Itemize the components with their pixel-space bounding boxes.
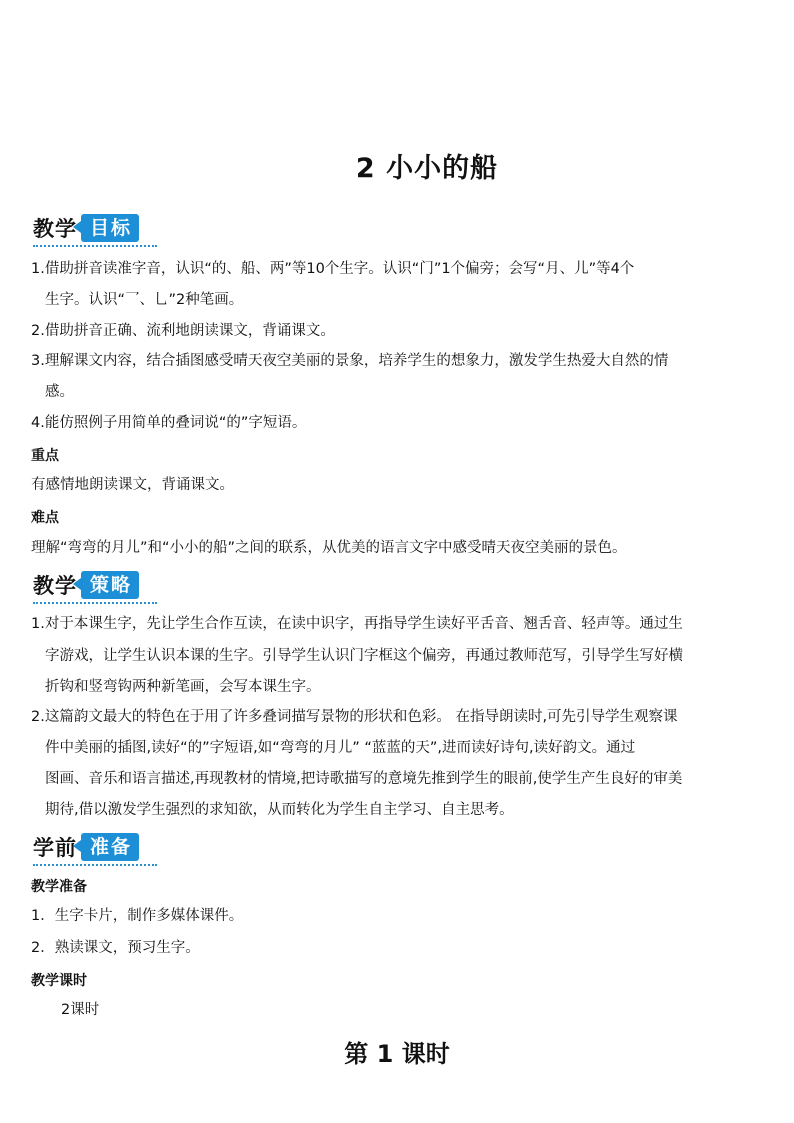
hours-text: 2课时 bbox=[61, 1002, 100, 1018]
section-heading-strategy-label: 教学 bbox=[33, 574, 77, 598]
key-point-label: 重点 bbox=[31, 448, 59, 464]
strategy-item-1-line-1: 1.对于本课生字，先让学生合作互读，在读中识字，再指导学生读好平舌音、翘舌音、轻声等。通过生 bbox=[31, 616, 683, 632]
goal-item-3-line-2: 感。 bbox=[45, 384, 74, 400]
section-heading-strategy-tag: 策略 bbox=[81, 571, 139, 599]
section-underline bbox=[33, 864, 157, 866]
prep-item-1: 1．生字卡片，制作多媒体课件。 bbox=[31, 908, 244, 924]
section-heading-prep-label: 学前 bbox=[33, 836, 77, 860]
strategy-item-2-line-1: 2.这篇韵文最大的特色在于用了许多叠词描写景物的形状和色彩。 在指导朗读时,可先引导学生观察课 bbox=[31, 709, 678, 725]
strategy-item-1-line-3: 折钩和竖弯钩两种新笔画，会写本课生字。 bbox=[45, 679, 321, 695]
lesson-title: 第 1 课时 bbox=[344, 1040, 450, 1068]
goal-item-4: 4.能仿照例子用简单的叠词说“的”字短语。 bbox=[31, 415, 307, 431]
section-underline bbox=[33, 602, 157, 604]
page-title: 2 小小的船 bbox=[355, 153, 499, 184]
strategy-item-2-line-4: 期待,借以激发学生强烈的求知欲，从而转化为学生自主学习、自主思考。 bbox=[45, 802, 514, 818]
prep-label: 教学准备 bbox=[31, 879, 87, 895]
section-heading-goals bbox=[33, 213, 139, 243]
prep-item-2: 2．熟读课文，预习生字。 bbox=[31, 940, 200, 956]
key-point-text: 有感情地朗读课文，背诵课文。 bbox=[31, 477, 234, 493]
goal-item-1-line-1: 1.借助拼音读准字音，认识“的、船、两”等10个生字。认识“门”1个偏旁；会写“月、儿”等4个 bbox=[31, 261, 635, 277]
goal-item-2: 2.借助拼音正确、流利地朗读课文，背诵课文。 bbox=[31, 323, 335, 339]
strategy-item-2-line-3: 图画、音乐和语言描述,再现教材的情境,把诗歌描写的意境先推到学生的眼前,使学生产生良好的审美 bbox=[45, 771, 683, 787]
section-heading-prep bbox=[33, 832, 139, 862]
difficulty-text: 理解“弯弯的月儿”和“小小的船”之间的联系，从优美的语言文字中感受晴天夜空美丽的景色。 bbox=[31, 540, 627, 556]
section-heading-goals-tag: 目标 bbox=[81, 214, 139, 242]
section-underline bbox=[33, 245, 157, 247]
section-heading-goals-label: 教学 bbox=[33, 217, 77, 241]
goal-item-3-line-1: 3.理解课文内容，结合插图感受晴天夜空美丽的景象，培养学生的想象力，激发学生热爱大自然的情 bbox=[31, 353, 669, 369]
section-heading-prep-tag: 准备 bbox=[81, 833, 139, 861]
goal-item-1-line-2: 生字。认识“乛、乚”2种笔画。 bbox=[45, 292, 244, 308]
hours-label: 教学课时 bbox=[31, 973, 87, 989]
section-heading-strategy bbox=[33, 570, 139, 600]
strategy-item-1-line-2: 字游戏，让学生认识本课的生字。引导学生认识门字框这个偏旁，再通过教师范写，引导学生写好横 bbox=[45, 648, 683, 664]
strategy-item-2-line-2: 件中美丽的插图,读好“的”字短语,如“弯弯的月儿” “蓝蓝的天”,进而读好诗句,读好韵文。通过 bbox=[45, 740, 636, 756]
difficulty-label: 难点 bbox=[31, 510, 59, 526]
